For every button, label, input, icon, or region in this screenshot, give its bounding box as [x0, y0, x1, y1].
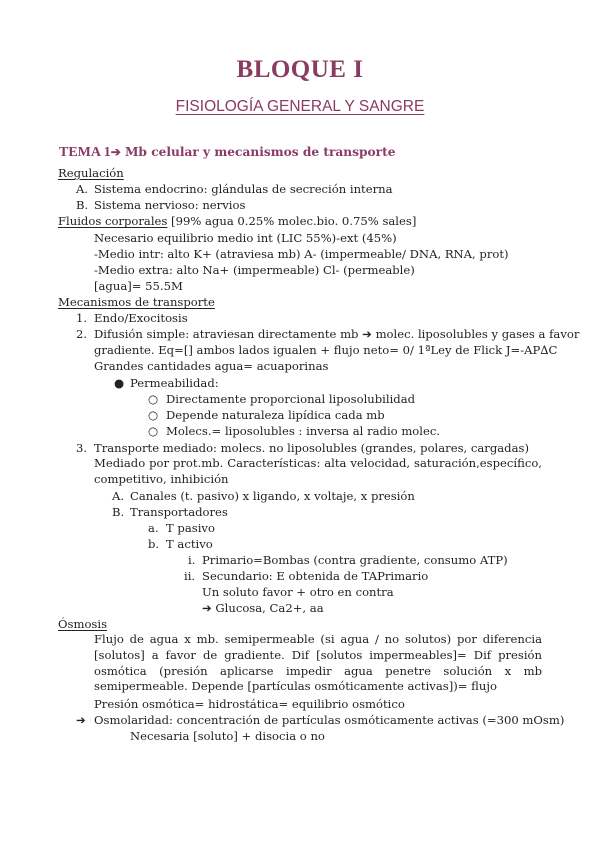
regulacion-marker-a: A. [76, 182, 89, 196]
mecanismos-marker-3: 3. [76, 441, 88, 455]
bullet-dot: ● [114, 376, 125, 390]
permeabilidad-item-1: Directamente proporcional liposolubilidad [166, 392, 416, 406]
topic-title: Mb celular y mecanismos de transporte [124, 145, 396, 159]
difusion-line-2: gradiente. Eq=[] ambos lados igualen + flujo neto= 0/ 1ªLey de Flick J=-AP∆C [94, 343, 558, 357]
permeabilidad-item-3: Molecs.= liposolubles : inversa al radio molec. [166, 424, 441, 438]
secundario-line-2: Un soluto favor + otro en contra [202, 585, 394, 599]
marker-a: a. [148, 521, 159, 535]
topic-heading [59, 144, 395, 161]
t-pasivo-item: T pasivo [166, 521, 215, 535]
presion-osmotica-line: Presión osmótica= hidrostática= equilibrio osmótico [94, 697, 405, 711]
osmolaridad-arrow: ➔ [76, 713, 86, 727]
fluidos-line-4: [agua]= 55.5M [94, 279, 183, 293]
secundario-item: Secundario: E obtenida de TAPrimario [202, 569, 429, 583]
fluidos-heading-line [58, 214, 416, 229]
topic-number: TEMA 1 [59, 145, 111, 160]
secundario-line-3: ➔ Glucosa, Ca2+, aa [202, 601, 324, 615]
regulacion-item-b: Sistema nervioso: nervios [94, 198, 246, 212]
difusion-line-1: Difusión simple: atraviesan directamente mb ➔ molec. liposolubles y gases a favor [94, 327, 580, 341]
fluidos-composition: [99% agua 0.25% molec.bio. 0.75% sales] [167, 214, 417, 228]
osmosis-paragraph: Flujo de agua x mb. semipermeable (si agua / no solutos) por diferencia [solutos] a favor de gradiente. Dif [solutos impermeables]= Dif presión osmótica (presión aplicarse impedir agua penetre solución x mb semipermeable. Depende [partículas osmóticamente activas])= flujo [94, 632, 542, 694]
necesaria-line: Necesaria [soluto] + disocia o no [130, 729, 325, 743]
sub-bullet-3: ○ [148, 424, 159, 438]
primario-item: Primario=Bombas (contra gradiente, consumo ATP) [202, 553, 508, 567]
fluidos-line-3: -Medio extra: alto Na+ (impermeable) Cl- (permeable) [94, 263, 415, 277]
regulacion-heading: Regulación [58, 166, 124, 180]
mecanismos-item-1: Endo/Exocitosis [94, 311, 188, 325]
mediado-line-1: Transporte mediado: molecs. no liposolubles (grandes, polares, cargadas) [94, 441, 529, 455]
mecanismos-marker-2: 2. [76, 327, 88, 341]
permeabilidad-item-2: Depende naturaleza lipídica cada mb [166, 408, 385, 422]
marker-b: b. [148, 537, 160, 551]
regulacion-item-a: Sistema endocrino: glándulas de secreción interna [94, 182, 393, 196]
mediado-paragraph: Mediado por prot.mb. Características: alta velocidad, saturación,específico, competitivo, inhibición [94, 456, 542, 486]
topic-arrow: ➔ [110, 145, 121, 159]
permeabilidad-label: Permeabilidad: [130, 376, 219, 390]
marker-ii: ii. [184, 569, 196, 583]
mecanismos-heading: Mecanismos de transporte [58, 295, 215, 309]
fluidos-line-1: Necesario equilibrio medio int (LIC 55%)-ext (45%) [94, 231, 397, 245]
canales-item: Canales (t. pasivo) x ligando, x voltaje, x presión [130, 489, 415, 503]
sub-bullet-2: ○ [148, 408, 159, 422]
t-activo-item: T activo [166, 537, 213, 551]
fluidos-heading: Fluidos corporales [58, 214, 168, 228]
osmosis-heading: Ósmosis [58, 617, 108, 631]
document-title: BLOQUE I [236, 56, 364, 83]
document-subtitle: FISIOLOGÍA GENERAL Y SANGRE [175, 98, 425, 115]
difusion-line-3: Grandes cantidades agua= acuaporinas [94, 359, 329, 373]
fluidos-line-2: -Medio intr: alto K+ (atraviesa mb) A- (impermeable/ DNA, RNA, prot) [94, 247, 509, 261]
osmolaridad-line: Osmolaridad: concentración de partículas osmóticamente activas (=300 mOsm) [94, 713, 565, 727]
marker-i: i. [188, 553, 196, 567]
regulacion-marker-b: B. [76, 198, 89, 212]
sub-bullet-1: ○ [148, 392, 159, 406]
mecanismos-marker-1: 1. [76, 311, 88, 325]
marker-A: A. [112, 489, 125, 503]
transportadores-item: Transportadores [130, 505, 228, 519]
marker-B: B. [112, 505, 125, 519]
